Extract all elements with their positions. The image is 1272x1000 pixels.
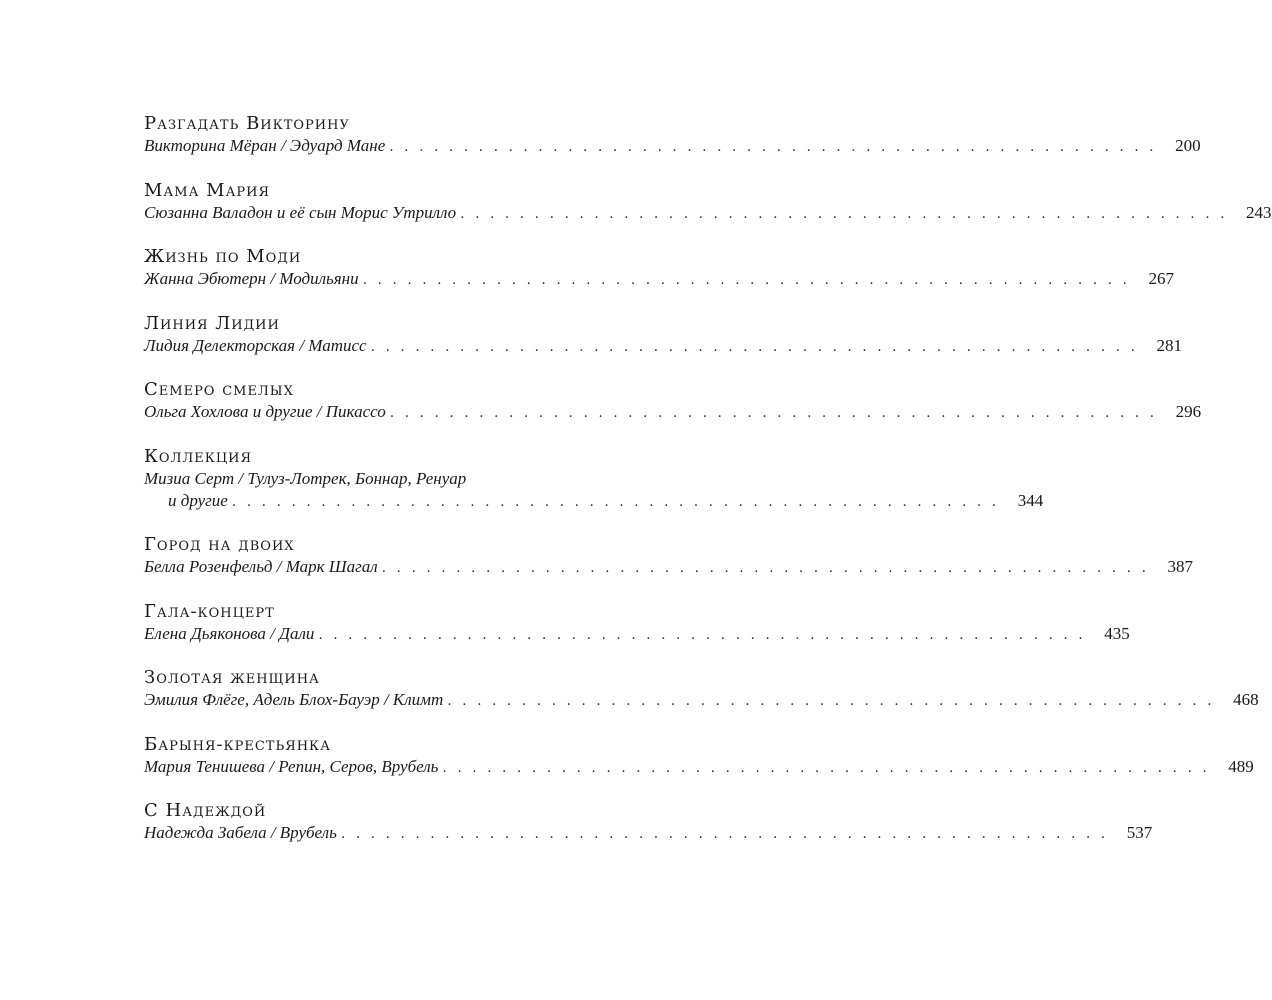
dot-leader: . . . . . . . . . . . . . . . . . . . . . . . . . . . . . . . . . . . . . . . . . . . . . . . . . . . . xyxy=(231,493,1000,510)
toc-page-number: 296 xyxy=(1175,402,1202,422)
toc-entry-line xyxy=(144,202,1272,224)
dot-leader: . . . . . . . . . . . . . . . . . . . . . . . . . . . . . . . . . . . . . . . . . . . . . . . . . . . . xyxy=(389,139,1157,155)
toc-page-number: 468 xyxy=(1233,690,1259,710)
toc-entry[interactable] xyxy=(144,800,1153,867)
toc-entry[interactable] xyxy=(144,733,1254,801)
toc-entry-title: Город на двоих xyxy=(144,533,295,555)
toc-entry-subtitle: Лидия Делекторская / Матисс xyxy=(144,335,367,355)
toc-entry[interactable] xyxy=(144,379,1202,446)
toc-page-number: 267 xyxy=(1148,269,1174,289)
toc-entry[interactable] xyxy=(144,179,1272,247)
toc-entry-line xyxy=(144,268,1174,290)
toc-entry-line xyxy=(144,623,1130,645)
toc-entry-subtitle: Мария Тенишева / Репин, Серов, Врубель xyxy=(144,756,439,776)
toc-page-number: 344 xyxy=(1017,490,1044,510)
toc-entry-subtitle: Мизиа Серт / Тулуз-Лотрек, Боннар, Ренуар xyxy=(144,468,467,488)
toc-page-number: 387 xyxy=(1167,556,1194,576)
toc-entry-line xyxy=(144,401,1202,423)
toc-entry-title: Жизнь по Моди xyxy=(144,246,302,268)
dot-leader: . . . . . . . . . . . . . . . . . . . . . . . . . . . . . . . . . . . . . . . . . . . . . . . . . . . . xyxy=(381,559,1150,576)
toc-entry-subtitle: Ольга Хохлова и другие / Пикассо xyxy=(144,402,386,422)
toc-entry-title: Золотая женщина xyxy=(144,667,320,689)
toc-entry[interactable] xyxy=(144,312,1182,380)
toc-entry[interactable] xyxy=(144,113,1201,180)
toc-entry-title: Коллекция xyxy=(144,445,253,467)
toc-page-number: 243 xyxy=(1246,202,1272,222)
toc-entry-title: Мама Мария xyxy=(144,179,271,201)
toc-entry-line xyxy=(144,335,1182,357)
toc-entry-title: Гала-концерт xyxy=(144,600,275,622)
toc-entry-line xyxy=(144,822,1153,844)
toc-entry[interactable] xyxy=(144,667,1259,734)
toc-entry-line xyxy=(144,135,1201,157)
toc-entry-subtitle-continuation: и другие xyxy=(168,490,228,510)
toc-entry-title: Семеро смелых xyxy=(144,379,294,401)
toc-entry-title: Линия Лидии xyxy=(144,312,280,334)
toc-entry[interactable] xyxy=(144,246,1174,313)
dot-leader: . . . . . . . . . . . . . . . . . . . . . . . . . . . . . . . . . . . . . . . . . . . . . . . . . . . . xyxy=(318,626,1086,643)
toc-entry[interactable] xyxy=(144,445,1044,534)
toc-entry-subtitle: Сюзанна Валадон и её сын Морис Утрилло xyxy=(144,202,457,222)
toc-entry-title: Барыня-крестьянка xyxy=(144,733,331,755)
toc-entry-line xyxy=(144,490,1044,512)
toc-page-number: 489 xyxy=(1228,756,1254,776)
dot-leader: . . . . . . . . . . . . . . . . . . . . . . . . . . . . . . . . . . . . . . . . . . . . . . . . . . . . xyxy=(389,405,1158,422)
toc-entry-line xyxy=(144,689,1259,711)
dot-leader: . . . . . . . . . . . . . . . . . . . . . . . . . . . . . . . . . . . . . . . . . . . . . . . . . . . . xyxy=(362,272,1130,289)
toc-entry-line xyxy=(144,556,1194,578)
toc-entry-subtitle: Елена Дьяконова / Дали xyxy=(144,623,315,643)
toc-page-number: 281 xyxy=(1156,335,1182,355)
dot-leader: . . . . . . . . . . . . . . . . . . . . . . . . . . . . . . . . . . . . . . . . . . . . . . . . . . . . xyxy=(460,205,1228,222)
toc-entry-subtitle: Надежда Забела / Врубель xyxy=(144,823,337,843)
toc-entry-subtitle: Жанна Эбютерн / Модильяни xyxy=(144,269,359,289)
toc-entry-line xyxy=(144,756,1254,778)
toc-entry-title: С Надеждой xyxy=(144,800,267,822)
toc-entry[interactable] xyxy=(144,533,1194,601)
toc-entry-subtitle: Белла Розенфельд / Марк Шагал xyxy=(144,556,378,576)
toc-entry-subtitle: Эмилия Флёге, Адель Блох-Бауэр / Климт xyxy=(144,690,444,710)
toc-entry-title: Разгадать Викторину xyxy=(144,113,350,134)
toc-list xyxy=(144,113,1272,867)
toc-page-number: 200 xyxy=(1175,136,1201,155)
dot-leader: . . . . . . . . . . . . . . . . . . . . . . . . . . . . . . . . . . . . . . . . . . . . . . . . . . . . xyxy=(340,826,1109,843)
dot-leader: . . . . . . . . . . . . . . . . . . . . . . . . . . . . . . . . . . . . . . . . . . . . . . . . . . . . xyxy=(447,693,1215,710)
toc-page-number: 537 xyxy=(1126,823,1153,843)
toc-page-number: 435 xyxy=(1104,623,1130,643)
dot-leader: . . . . . . . . . . . . . . . . . . . . . . . . . . . . . . . . . . . . . . . . . . . . . . . . . . . . xyxy=(370,338,1138,355)
toc-entry-subtitle: Викторина Мёран / Эдуард Мане xyxy=(144,136,386,155)
toc-entry[interactable] xyxy=(144,600,1130,668)
dot-leader: . . . . . . . . . . . . . . . . . . . . . . . . . . . . . . . . . . . . . . . . . . . . . . . . . . . . xyxy=(442,759,1210,776)
